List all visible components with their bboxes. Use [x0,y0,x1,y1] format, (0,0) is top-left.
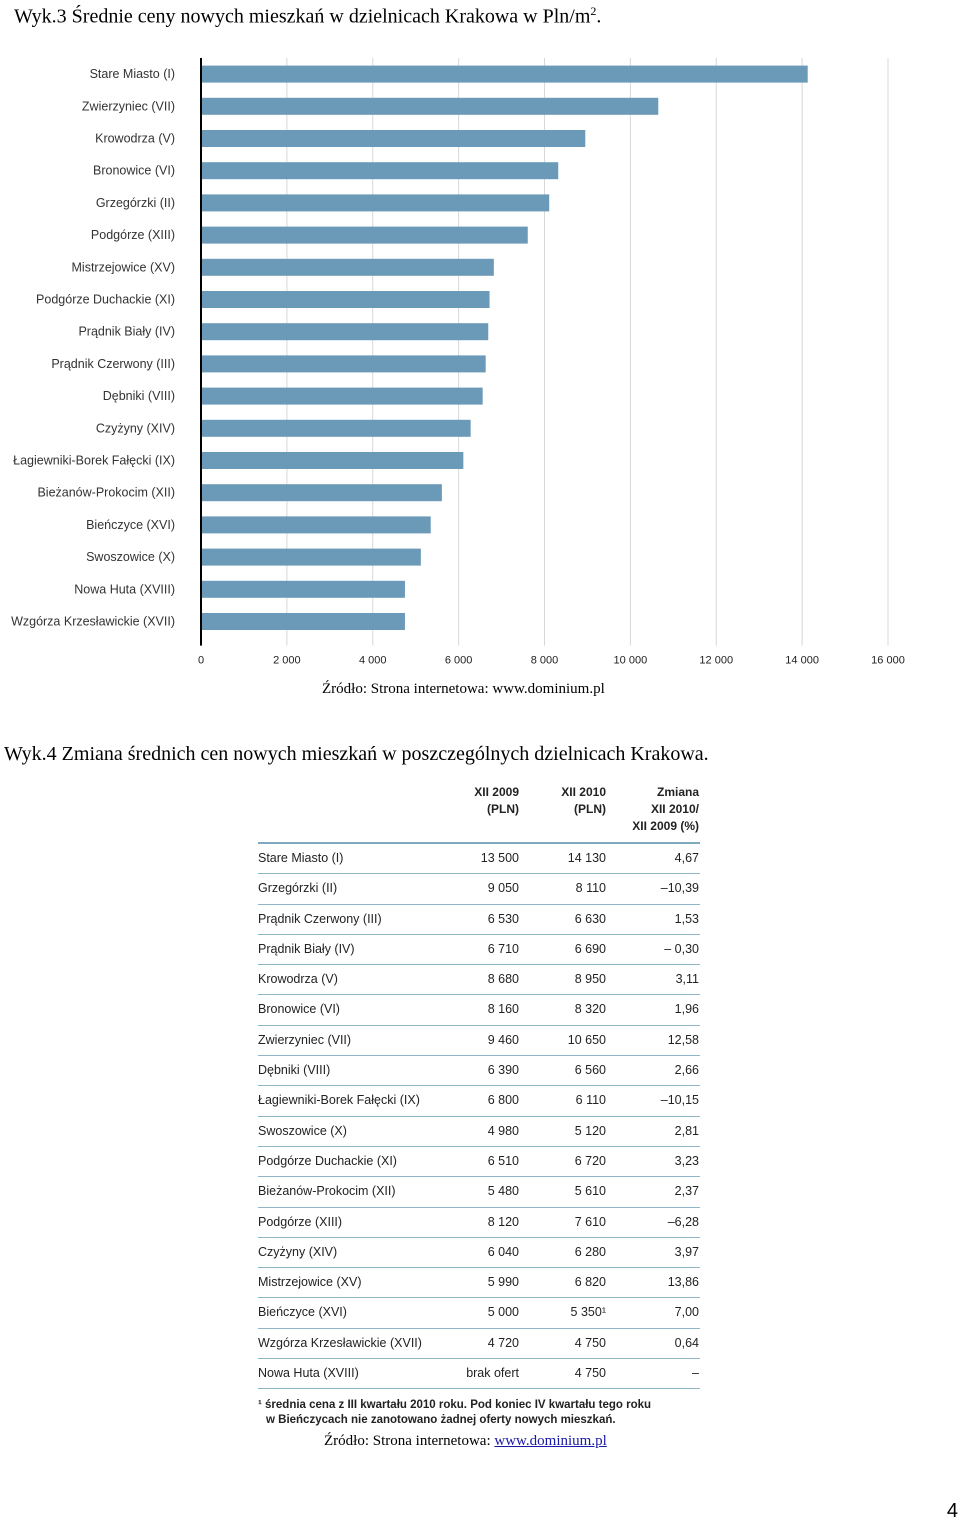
table-row [258,1147,700,1177]
chart-caption-sup: 2 [590,4,597,18]
header-change [632,784,699,835]
district-cell: Podgórze Duchackie (XI) [258,1153,397,1168]
x-tick-label: 0 [197,654,205,667]
district-cell: Krowodrza (V) [258,972,338,987]
table-body [258,844,700,1389]
category-label: Czyżyny (XIV) [95,421,175,436]
category-label: Bieżanów-Prokocim (XII) [37,485,175,500]
chart-caption [14,4,601,29]
price-2010-cell: 5 610 [574,1184,606,1199]
dominium-link[interactable]: www.dominium.pl [494,1433,607,1449]
page-number: 4 [946,1500,958,1522]
price-2010-cell: 6 690 [574,941,606,956]
district-cell: Zwierzyniec (VII) [258,1032,352,1047]
price-2009-cell: 4 980 [487,1123,519,1138]
district-cell: Stare Miasto (I) [258,851,344,865]
bar [201,98,658,115]
price-2010-cell: 6 720 [574,1153,606,1168]
change-cell: –10,39 [660,881,699,896]
category-label: Łagiewniki-Borek Fałęcki (IX) [13,453,175,468]
x-tick-label: 14 000 [785,654,819,667]
table-row [258,1117,700,1147]
bar [201,66,808,83]
price-2009-cell: 6 390 [487,1063,519,1078]
price-change-table [258,784,700,1389]
x-tick-label: 4 000 [358,654,387,667]
bar [201,549,421,566]
change-cell: 2,81 [674,1123,699,1138]
header-xii-2009-line1: XII 2009 [474,785,519,799]
change-cell: –10,15 [660,1093,699,1108]
change-cell: 4,67 [674,851,699,865]
district-cell: Bieńczyce (XVI) [258,1305,347,1320]
price-2009-cell: 8 120 [487,1214,519,1229]
x-tick-label: 6 000 [444,654,473,667]
price-2009-cell: 13 500 [480,851,519,865]
category-label: Bieńczyce (XVI) [86,517,175,532]
header-xii-2010 [561,784,606,818]
footnote-line2: w Bieńczycach nie zanotowano żadnej oferty nowych mieszkań. [266,1414,616,1426]
change-cell: – [692,1366,699,1381]
footnote-line1: ¹ średnia cena z III kwartału 2010 roku. Pod koniec IV kwartału tego roku [258,1399,652,1411]
bar [201,259,494,276]
chart-caption-end: . [596,5,602,28]
change-cell: 7,00 [674,1305,699,1320]
district-cell: Mistrzejowice (XV) [258,1275,362,1290]
table-source-prefix: Źródło: Strona internetowa: [324,1433,495,1449]
district-cell: Łagiewniki-Borek Fałęcki (IX) [258,1093,420,1108]
price-2009-cell: 6 040 [487,1244,519,1259]
header-xii-2009 [474,784,519,818]
table-row [258,874,700,904]
table-row [258,1359,700,1389]
price-2009-cell: brak ofert [466,1366,519,1381]
district-cell: Grzegórzki (II) [258,881,338,896]
bar [201,162,558,179]
category-label: Krowodrza (V) [95,131,175,146]
price-2010-cell: 5 120 [574,1123,606,1138]
bar [201,355,486,372]
change-cell: 3,23 [674,1153,699,1168]
table-row [258,1086,700,1116]
category-label: Podgórze Duchackie (XI) [36,292,175,307]
bar [201,516,431,533]
district-cell: Swoszowice (X) [258,1123,347,1138]
bar [201,613,405,630]
chart-source: Źródło: Strona internetowa: www.dominium.pl [322,681,605,697]
price-2009-cell: 5 000 [487,1305,519,1320]
category-label: Dębniki (VIII) [102,389,175,404]
price-2010-cell: 8 320 [574,1002,606,1017]
table-row [258,844,700,874]
price-2010-cell: 8 110 [575,881,606,896]
table-row [258,905,700,935]
header-xii-2010-line1: XII 2010 [561,785,606,799]
table-row [258,995,700,1025]
change-cell: – 0,30 [664,941,699,956]
price-2009-cell: 8 680 [487,972,519,987]
change-cell: 2,66 [674,1063,699,1078]
district-cell: Bronowice (VI) [258,1002,340,1017]
district-cell: Czyżyny (XIV) [258,1244,338,1259]
header-change-line1: Zmiana [656,785,699,799]
table-source [324,1433,607,1450]
bar [201,420,471,437]
x-tick-label: 12 000 [699,654,734,667]
table-row [258,1026,700,1056]
price-2010-cell: 7 610 [574,1214,606,1229]
change-cell: 13,86 [667,1275,699,1290]
bar [201,452,463,469]
change-cell: 1,96 [674,1002,699,1017]
price-2010-cell: 6 110 [575,1093,606,1108]
category-label: Prądnik Biały (IV) [78,324,175,339]
category-label: Bronowice (VI) [93,163,175,178]
category-label: Zwierzyniec (VII) [81,99,175,114]
bar [201,291,490,308]
category-label: Grzegórzki (II) [95,195,175,210]
table-row [258,1298,700,1328]
district-cell: Bieżanów-Prokocim (XII) [258,1184,396,1199]
price-2010-cell: 4 750 [574,1366,606,1381]
change-cell: 2,37 [674,1184,699,1199]
district-cell: Podgórze (XIII) [258,1214,343,1229]
x-tick-label: 16 000 [871,654,905,667]
category-label: Prądnik Czerwony (III) [51,356,175,371]
x-tick-label: 2 000 [273,654,301,667]
table-row [258,1177,700,1207]
price-2010-cell: 14 130 [567,851,606,865]
header-change-line3: XII 2009 (%) [632,819,699,833]
district-cell: Wzgórza Krzesławickie (XVII) [258,1335,422,1350]
change-cell: 12,58 [667,1032,699,1047]
price-2010-cell: 6 820 [574,1275,606,1290]
price-2009-cell: 5 990 [487,1275,519,1290]
price-2010-cell: 8 950 [574,972,606,987]
table-row [258,965,700,995]
price-2010-cell: 10 650 [567,1032,606,1047]
change-cell: 3,97 [674,1244,699,1259]
bar [201,194,549,211]
price-2010-cell: 6 560 [574,1063,606,1078]
price-2009-cell: 4 720 [487,1335,519,1350]
header-xii-2009-line2: (PLN) [487,802,519,816]
price-2009-cell: 9 050 [487,881,519,896]
price-2010-cell: 6 630 [574,911,606,926]
price-2009-cell: 6 510 [487,1153,519,1168]
table-row [258,1238,700,1268]
table-header [258,784,700,844]
x-tick-label: 8 000 [530,654,559,667]
bar [201,581,405,598]
price-2009-cell: 6 710 [487,941,519,956]
x-tick-label: 10 000 [613,654,648,667]
table-footnote [258,1398,678,1428]
change-cell: 3,11 [675,972,699,987]
table-row [258,1056,700,1086]
table-row [258,1268,700,1298]
price-2009-cell: 6 530 [487,911,519,926]
header-change-line2: XII 2010/ [650,802,699,816]
district-cell: Nowa Huta (XVIII) [258,1366,359,1381]
district-cell: Prądnik Czerwony (III) [258,911,382,926]
district-cell: Dębniki (VIII) [258,1063,331,1078]
price-2009-cell: 6 800 [487,1093,519,1108]
table-row [258,935,700,965]
price-2009-cell: 8 160 [487,1002,519,1017]
category-label: Podgórze (XIII) [90,228,175,243]
change-cell: 1,53 [674,911,699,926]
bar-chart [0,50,960,670]
change-cell: –6,28 [667,1214,699,1229]
header-xii-2010-line2: (PLN) [574,802,606,816]
table-row [258,1329,700,1359]
bar [201,227,528,244]
table-row [258,1208,700,1238]
category-label: Nowa Huta (XVIII) [74,582,175,597]
change-cell: 0,64 [674,1335,699,1350]
district-cell: Prądnik Biały (IV) [258,941,355,956]
price-2010-cell: 4 750 [574,1335,606,1350]
price-2010-cell: 5 350¹ [570,1305,606,1320]
bar [201,323,488,340]
price-2009-cell: 9 460 [487,1032,519,1047]
price-2009-cell: 5 480 [487,1184,519,1199]
category-label: Stare Miasto (I) [89,67,175,82]
category-label: Wzgórza Krzesławickie (XVII) [11,614,175,629]
bar [201,130,585,147]
table-caption: Wyk.4 Zmiana średnich cen nowych mieszkań w poszczególnych dzielnicach Krakowa. [4,743,709,765]
category-label: Mistrzejowice (XV) [71,260,175,275]
bar [201,484,442,501]
bar [201,388,483,405]
price-2010-cell: 6 280 [574,1244,606,1259]
category-label: Swoszowice (X) [86,550,175,565]
chart-caption-text: Wyk.3 Średnie ceny nowych mieszkań w dzielnicach Krakowa w Pln/m [14,5,591,28]
